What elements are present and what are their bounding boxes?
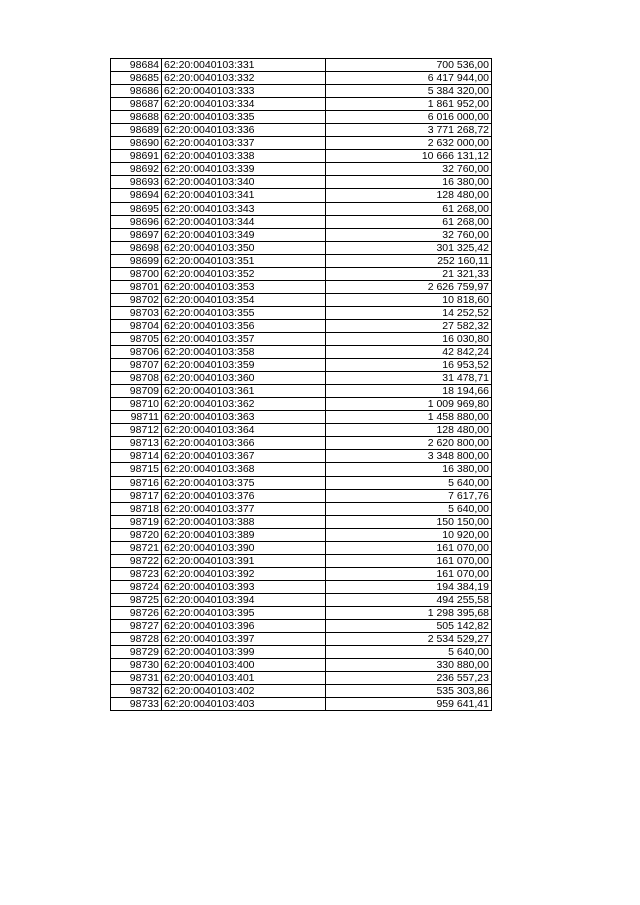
cadastral-code-cell: 62:20:0040103:361: [162, 385, 326, 398]
table-row: [111, 150, 492, 163]
value-cell: 2 620 800,00: [326, 437, 492, 450]
table-row: [111, 202, 492, 215]
table-row: [111, 541, 492, 554]
value-cell: 21 321,33: [326, 267, 492, 280]
value-cell: 18 194,66: [326, 385, 492, 398]
row-number-cell: 98713: [111, 437, 162, 450]
row-number-cell: 98686: [111, 85, 162, 98]
table-row: [111, 698, 492, 711]
value-cell: 959 641,41: [326, 698, 492, 711]
value-cell: 61 268,00: [326, 202, 492, 215]
value-cell: 700 536,00: [326, 59, 492, 72]
table-row: [111, 176, 492, 189]
table-row: [111, 463, 492, 476]
value-cell: 128 480,00: [326, 189, 492, 202]
table-row: [111, 111, 492, 124]
cadastral-code-cell: 62:20:0040103:356: [162, 319, 326, 332]
value-cell: 1 861 952,00: [326, 98, 492, 111]
row-number-cell: 98729: [111, 646, 162, 659]
value-cell: 61 268,00: [326, 215, 492, 228]
cadastral-code-cell: 62:20:0040103:352: [162, 267, 326, 280]
cadastral-code-cell: 62:20:0040103:393: [162, 580, 326, 593]
row-number-cell: 98714: [111, 450, 162, 463]
table-row: [111, 580, 492, 593]
cadastral-code-cell: 62:20:0040103:333: [162, 85, 326, 98]
row-number-cell: 98694: [111, 189, 162, 202]
table-row: [111, 385, 492, 398]
row-number-cell: 98708: [111, 372, 162, 385]
cadastral-code-cell: 62:20:0040103:355: [162, 306, 326, 319]
row-number-cell: 98701: [111, 280, 162, 293]
table-row: [111, 124, 492, 137]
table-row: [111, 137, 492, 150]
cadastral-code-cell: 62:20:0040103:362: [162, 398, 326, 411]
row-number-cell: 98711: [111, 411, 162, 424]
row-number-cell: 98730: [111, 659, 162, 672]
table-row: [111, 659, 492, 672]
table-row: [111, 411, 492, 424]
row-number-cell: 98690: [111, 137, 162, 150]
value-cell: 16 380,00: [326, 176, 492, 189]
table-row: [111, 567, 492, 580]
cadastral-code-cell: 62:20:0040103:338: [162, 150, 326, 163]
table-row: [111, 476, 492, 489]
table-row: [111, 59, 492, 72]
table-row: [111, 332, 492, 345]
value-cell: 330 880,00: [326, 659, 492, 672]
cadastral-code-cell: 62:20:0040103:375: [162, 476, 326, 489]
table-row: [111, 346, 492, 359]
value-cell: 236 557,23: [326, 672, 492, 685]
value-cell: 10 920,00: [326, 528, 492, 541]
row-number-cell: 98707: [111, 359, 162, 372]
table-row: [111, 489, 492, 502]
cadastral-code-cell: 62:20:0040103:340: [162, 176, 326, 189]
table-row: [111, 215, 492, 228]
row-number-cell: 98709: [111, 385, 162, 398]
row-number-cell: 98699: [111, 254, 162, 267]
table-row: [111, 606, 492, 619]
row-number-cell: 98685: [111, 72, 162, 85]
row-number-cell: 98722: [111, 554, 162, 567]
row-number-cell: 98705: [111, 332, 162, 345]
table-row: [111, 424, 492, 437]
table-row: [111, 633, 492, 646]
value-cell: 161 070,00: [326, 541, 492, 554]
row-number-cell: 98702: [111, 293, 162, 306]
table-row: [111, 372, 492, 385]
row-number-cell: 98731: [111, 672, 162, 685]
cadastral-code-cell: 62:20:0040103:343: [162, 202, 326, 215]
value-cell: 31 478,71: [326, 372, 492, 385]
value-cell: 16 380,00: [326, 463, 492, 476]
value-cell: 194 384,19: [326, 580, 492, 593]
table-row: [111, 319, 492, 332]
row-number-cell: 98720: [111, 528, 162, 541]
table-row: [111, 398, 492, 411]
row-number-cell: 98688: [111, 111, 162, 124]
value-cell: 150 150,00: [326, 515, 492, 528]
row-number-cell: 98700: [111, 267, 162, 280]
value-cell: 128 480,00: [326, 424, 492, 437]
cadastral-code-cell: 62:20:0040103:376: [162, 489, 326, 502]
cadastral-code-cell: 62:20:0040103:395: [162, 606, 326, 619]
value-cell: 1 298 395,68: [326, 606, 492, 619]
cadastral-code-cell: 62:20:0040103:360: [162, 372, 326, 385]
row-number-cell: 98703: [111, 306, 162, 319]
cadastral-code-cell: 62:20:0040103:353: [162, 280, 326, 293]
row-number-cell: 98691: [111, 150, 162, 163]
value-cell: 16 953,52: [326, 359, 492, 372]
table-row: [111, 85, 492, 98]
row-number-cell: 98715: [111, 463, 162, 476]
value-cell: 10 818,60: [326, 293, 492, 306]
cadastral-code-cell: 62:20:0040103:349: [162, 228, 326, 241]
cadastral-code-cell: 62:20:0040103:332: [162, 72, 326, 85]
value-cell: 494 255,58: [326, 593, 492, 606]
row-number-cell: 98698: [111, 241, 162, 254]
row-number-cell: 98710: [111, 398, 162, 411]
value-cell: 1 009 969,80: [326, 398, 492, 411]
value-cell: 5 384 320,00: [326, 85, 492, 98]
cadastral-code-cell: 62:20:0040103:331: [162, 59, 326, 72]
table-row: [111, 72, 492, 85]
table-row: [111, 293, 492, 306]
value-cell: 505 142,82: [326, 620, 492, 633]
table-row: [111, 189, 492, 202]
cadastral-code-cell: 62:20:0040103:334: [162, 98, 326, 111]
table-row: [111, 450, 492, 463]
table-body: [111, 59, 492, 711]
value-cell: 161 070,00: [326, 554, 492, 567]
cadastral-code-cell: 62:20:0040103:366: [162, 437, 326, 450]
table-row: [111, 685, 492, 698]
table-row: [111, 554, 492, 567]
row-number-cell: 98725: [111, 593, 162, 606]
table-row: [111, 646, 492, 659]
row-number-cell: 98721: [111, 541, 162, 554]
value-cell: 5 640,00: [326, 646, 492, 659]
value-cell: 2 632 000,00: [326, 137, 492, 150]
value-cell: 2 626 759,97: [326, 280, 492, 293]
table-row: [111, 267, 492, 280]
cadastral-code-cell: 62:20:0040103:339: [162, 163, 326, 176]
cadastral-code-cell: 62:20:0040103:344: [162, 215, 326, 228]
row-number-cell: 98697: [111, 228, 162, 241]
cadastral-code-cell: 62:20:0040103:403: [162, 698, 326, 711]
row-number-cell: 98696: [111, 215, 162, 228]
cadastral-code-cell: 62:20:0040103:390: [162, 541, 326, 554]
table-row: [111, 437, 492, 450]
data-table: [110, 58, 492, 711]
value-cell: 7 617,76: [326, 489, 492, 502]
row-number-cell: 98684: [111, 59, 162, 72]
value-cell: 42 842,24: [326, 346, 492, 359]
row-number-cell: 98693: [111, 176, 162, 189]
table-row: [111, 306, 492, 319]
cadastral-code-cell: 62:20:0040103:358: [162, 346, 326, 359]
table-row: [111, 672, 492, 685]
table-row: [111, 254, 492, 267]
cadastral-code-cell: 62:20:0040103:394: [162, 593, 326, 606]
row-number-cell: 98727: [111, 620, 162, 633]
cadastral-code-cell: 62:20:0040103:337: [162, 137, 326, 150]
row-number-cell: 98695: [111, 202, 162, 215]
value-cell: 5 640,00: [326, 502, 492, 515]
value-cell: 14 252,52: [326, 306, 492, 319]
row-number-cell: 98718: [111, 502, 162, 515]
value-cell: 6 417 944,00: [326, 72, 492, 85]
row-number-cell: 98723: [111, 567, 162, 580]
table-row: [111, 620, 492, 633]
cadastral-code-cell: 62:20:0040103:364: [162, 424, 326, 437]
value-cell: 3 348 800,00: [326, 450, 492, 463]
row-number-cell: 98726: [111, 606, 162, 619]
row-number-cell: 98728: [111, 633, 162, 646]
row-number-cell: 98704: [111, 319, 162, 332]
table-row: [111, 280, 492, 293]
cadastral-code-cell: 62:20:0040103:341: [162, 189, 326, 202]
cadastral-code-cell: 62:20:0040103:359: [162, 359, 326, 372]
cadastral-code-cell: 62:20:0040103:363: [162, 411, 326, 424]
value-cell: 5 640,00: [326, 476, 492, 489]
table-row: [111, 515, 492, 528]
row-number-cell: 98689: [111, 124, 162, 137]
cadastral-code-cell: 62:20:0040103:399: [162, 646, 326, 659]
cadastral-code-cell: 62:20:0040103:368: [162, 463, 326, 476]
value-cell: 27 582,32: [326, 319, 492, 332]
cadastral-code-cell: 62:20:0040103:400: [162, 659, 326, 672]
cadastral-code-cell: 62:20:0040103:350: [162, 241, 326, 254]
value-cell: 2 534 529,27: [326, 633, 492, 646]
value-cell: 1 458 880,00: [326, 411, 492, 424]
cadastral-code-cell: 62:20:0040103:396: [162, 620, 326, 633]
row-number-cell: 98732: [111, 685, 162, 698]
cadastral-code-cell: 62:20:0040103:391: [162, 554, 326, 567]
cadastral-code-cell: 62:20:0040103:388: [162, 515, 326, 528]
cadastral-code-cell: 62:20:0040103:357: [162, 332, 326, 345]
row-number-cell: 98733: [111, 698, 162, 711]
value-cell: 32 760,00: [326, 163, 492, 176]
table-row: [111, 528, 492, 541]
cadastral-code-cell: 62:20:0040103:351: [162, 254, 326, 267]
row-number-cell: 98692: [111, 163, 162, 176]
cadastral-code-cell: 62:20:0040103:389: [162, 528, 326, 541]
table-row: [111, 98, 492, 111]
table-row: [111, 359, 492, 372]
cadastral-code-cell: 62:20:0040103:397: [162, 633, 326, 646]
value-cell: 32 760,00: [326, 228, 492, 241]
value-cell: 16 030,80: [326, 332, 492, 345]
table-row: [111, 228, 492, 241]
cadastral-code-cell: 62:20:0040103:392: [162, 567, 326, 580]
value-cell: 535 303,86: [326, 685, 492, 698]
value-cell: 161 070,00: [326, 567, 492, 580]
row-number-cell: 98706: [111, 346, 162, 359]
cadastral-code-cell: 62:20:0040103:367: [162, 450, 326, 463]
value-cell: 252 160,11: [326, 254, 492, 267]
value-cell: 10 666 131,12: [326, 150, 492, 163]
value-cell: 6 016 000,00: [326, 111, 492, 124]
row-number-cell: 98717: [111, 489, 162, 502]
row-number-cell: 98712: [111, 424, 162, 437]
cadastral-code-cell: 62:20:0040103:377: [162, 502, 326, 515]
cadastral-code-cell: 62:20:0040103:402: [162, 685, 326, 698]
cadastral-code-cell: 62:20:0040103:336: [162, 124, 326, 137]
row-number-cell: 98724: [111, 580, 162, 593]
value-cell: 301 325,42: [326, 241, 492, 254]
table-row: [111, 502, 492, 515]
table-row: [111, 241, 492, 254]
table-row: [111, 163, 492, 176]
row-number-cell: 98719: [111, 515, 162, 528]
row-number-cell: 98687: [111, 98, 162, 111]
cadastral-code-cell: 62:20:0040103:354: [162, 293, 326, 306]
table-row: [111, 593, 492, 606]
cadastral-code-cell: 62:20:0040103:401: [162, 672, 326, 685]
cadastral-code-cell: 62:20:0040103:335: [162, 111, 326, 124]
value-cell: 3 771 268,72: [326, 124, 492, 137]
row-number-cell: 98716: [111, 476, 162, 489]
